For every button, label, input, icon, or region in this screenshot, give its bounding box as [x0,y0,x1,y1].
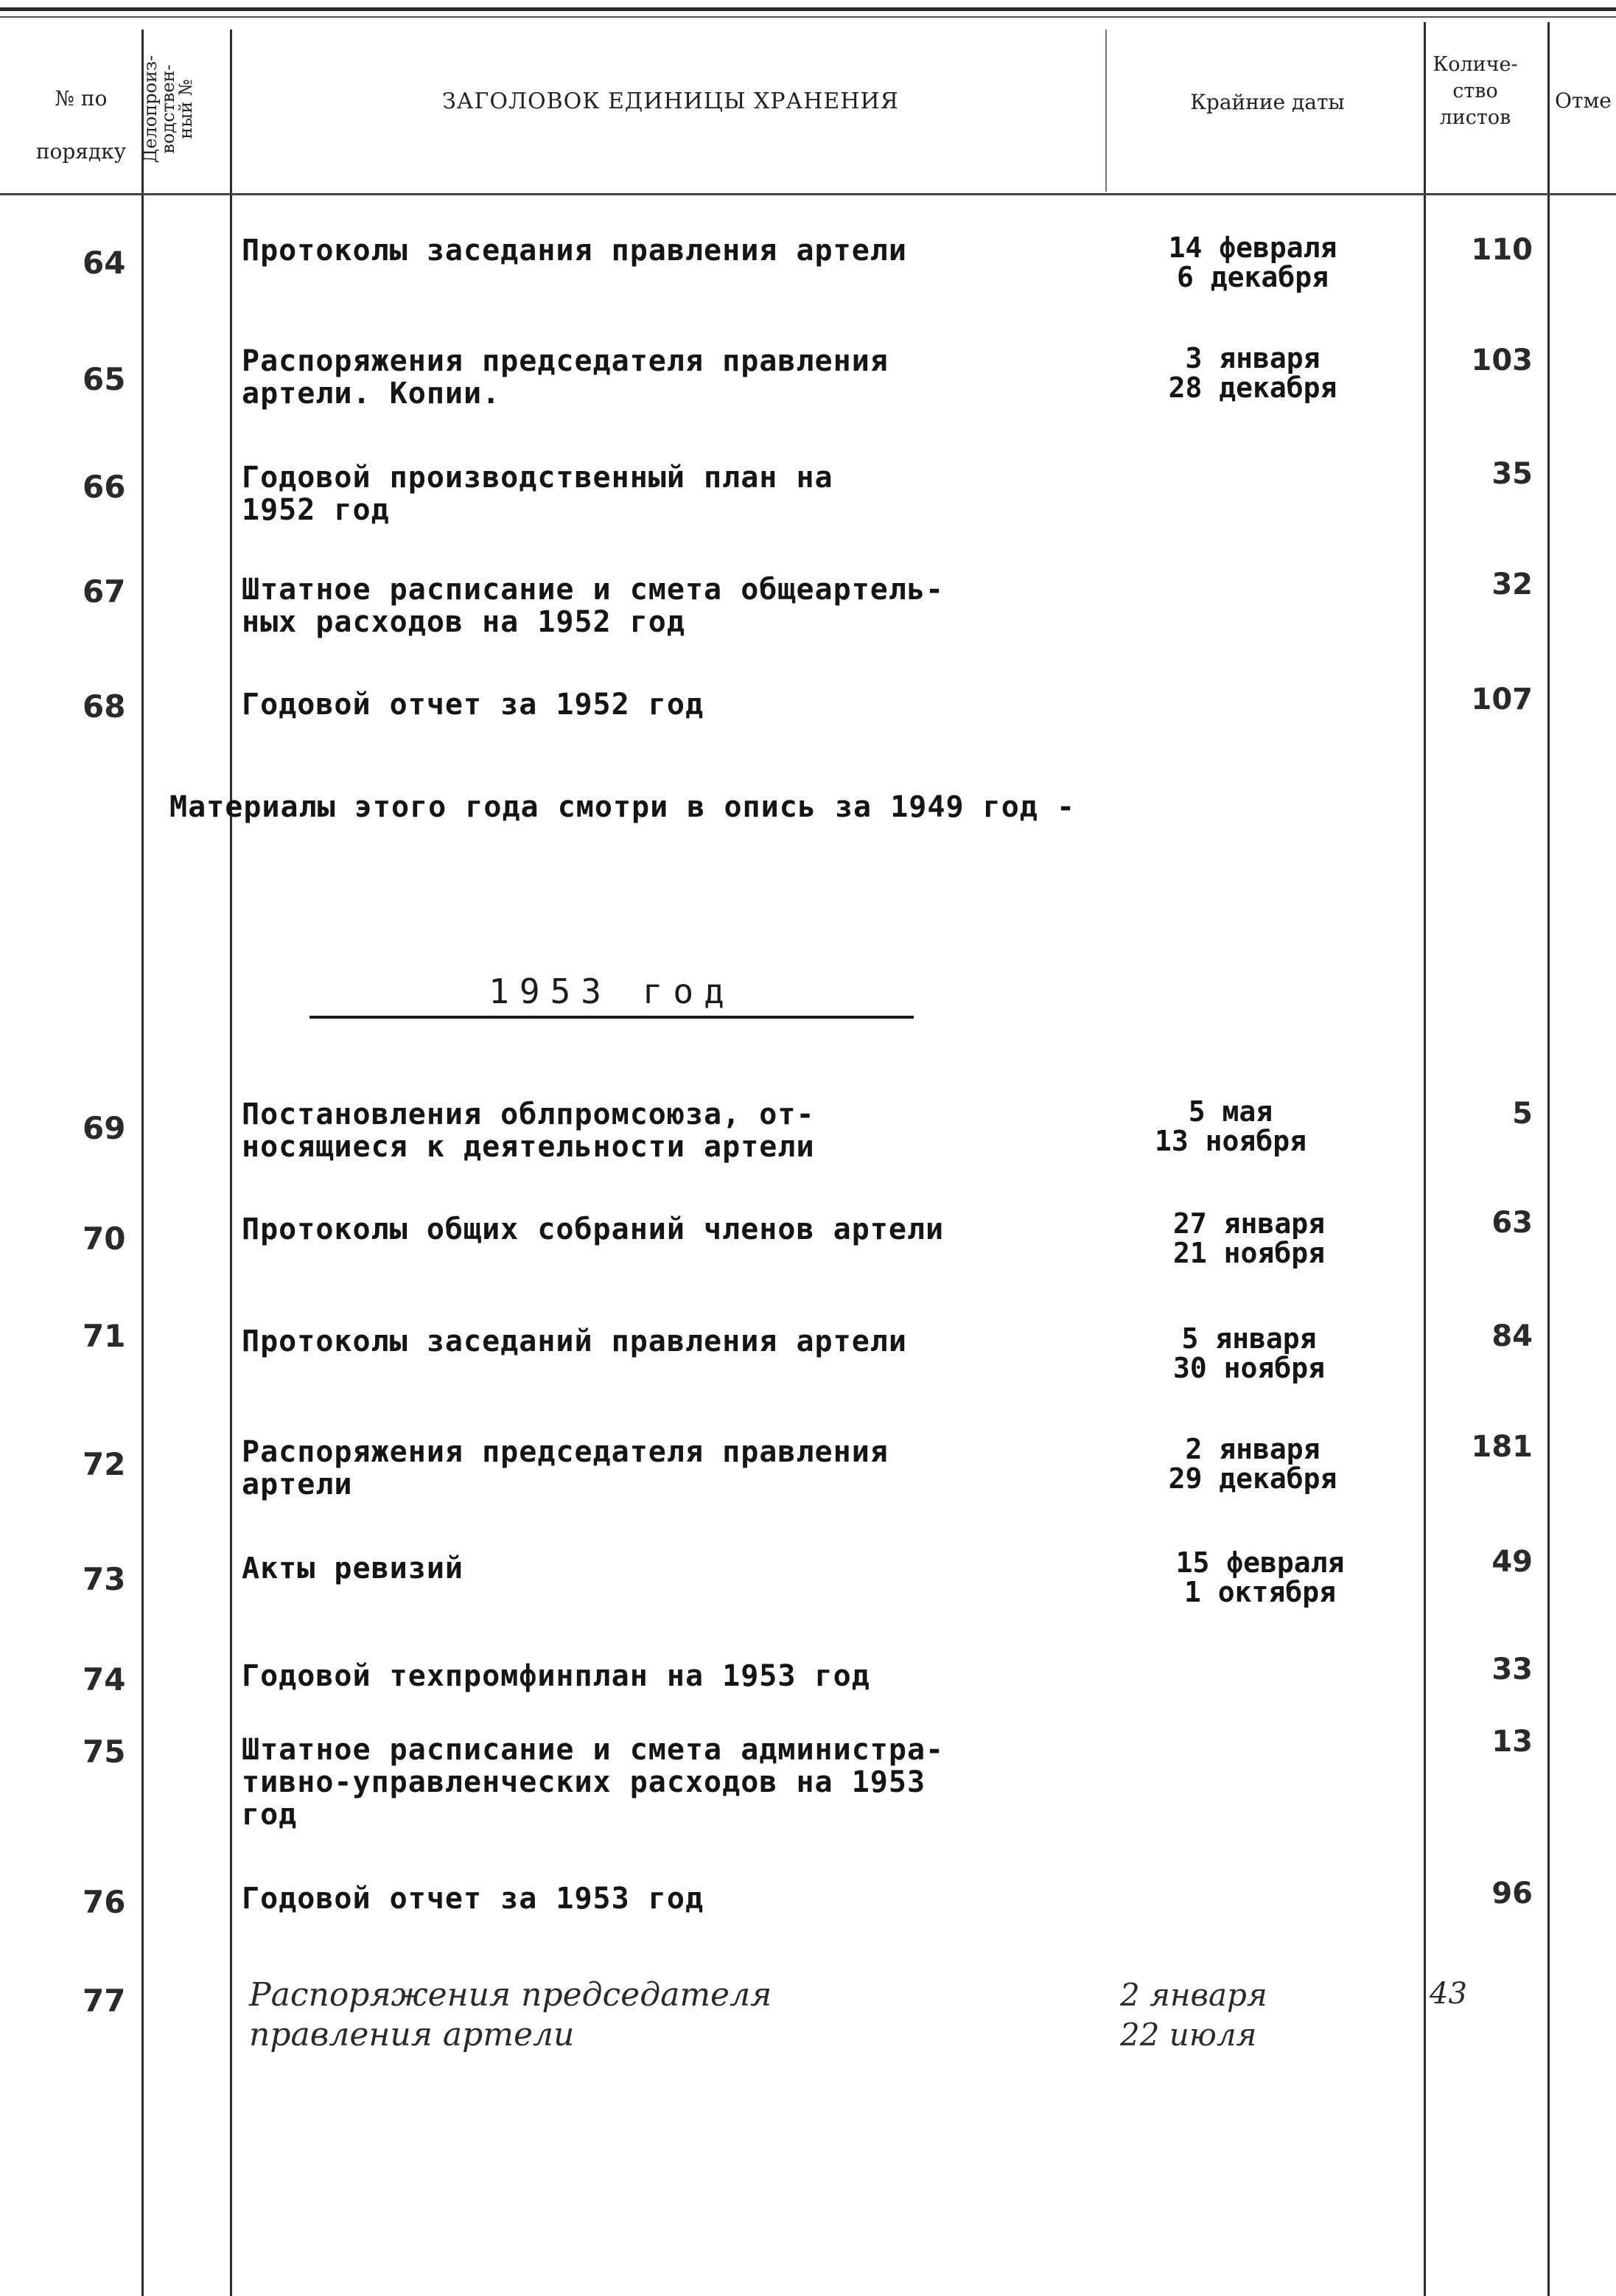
row-dates: 3 января 28 декабря [1168,342,1337,404]
header-rule [0,193,1616,195]
row-count: 49 [1491,1545,1533,1579]
header-number-line2: порядку [35,139,127,164]
cross-reference-note: Материалы этого года смотри в опись за 1949 год - [169,790,1076,824]
header-note: Отме [1555,88,1612,113]
row-title: Распоряжения председателя правления артели [242,1435,889,1501]
row-title: Протоколы заседаний правления артели [242,1325,907,1358]
row-title: Штатное расписание и смета администра- тивно-управленческих расходов на 1953 год [242,1733,945,1832]
row-number: 77 [83,1983,126,2019]
row-count: 13 [1491,1725,1533,1759]
row-title: Распоряжения председателя правления артели. Копии. [242,344,889,411]
header-title: ЗАГОЛОВОК ЕДИНИЦЫ ХРАНЕНИЯ [442,88,899,114]
row-number: 67 [83,573,126,610]
row-dates: 14 февраля 6 декабря [1168,231,1337,293]
row-title: Акты ревизий [242,1552,464,1585]
header-count: Количе- ство листов [1433,53,1518,129]
row-dates: 27 января 21 ноября [1173,1207,1325,1269]
row-count: 32 [1491,568,1533,601]
column-rule-dates [1424,22,1426,2296]
row-title: Постановления облпромсоюза, от- носящиеся к деятельности артели [242,1098,815,1164]
row-number: 75 [83,1734,126,1770]
row-title: Протоколы общих собраний членов артели [242,1212,945,1246]
row-dates-handwritten: 2 января 22 июля [1120,1977,1267,2053]
column-rule-count [1547,22,1550,2296]
row-number: 64 [83,245,126,281]
column-rule-delo [230,29,232,2296]
top-border-thin [0,16,1616,18]
row-number: 74 [83,1661,126,1697]
row-title: Протоколы заседания правления артели [242,234,907,268]
column-rule-number [141,29,144,2296]
row-number: 68 [83,688,126,725]
header-dates: Крайние даты [1190,90,1345,114]
row-number: 69 [83,1110,126,1146]
row-number: 70 [83,1221,126,1257]
row-number: 66 [83,469,126,505]
header-number [22,72,140,178]
row-count: 103 [1471,343,1533,377]
row-number: 76 [83,1884,126,1920]
section-heading-underline [309,1016,914,1019]
row-number: 72 [83,1446,126,1482]
row-title: Штатное расписание и смета общеартель- ных расходов на 1952 год [242,573,945,639]
column-rule-title [1105,29,1107,192]
row-title: Годовой техпромфинплан на 1953 год [242,1659,870,1693]
header-delo [140,35,196,183]
section-heading: 1953 год [489,971,735,1011]
row-count: 5 [1512,1097,1533,1131]
header-number-line1: № по [55,86,108,111]
row-title: Годовой отчет за 1953 год [242,1882,704,1916]
row-count: 107 [1471,683,1533,716]
row-count-handwritten: 43 [1430,1977,1467,2011]
row-dates: 5 мая 13 ноября [1155,1095,1307,1157]
row-count: 33 [1491,1653,1533,1686]
row-dates: 2 января 29 декабря [1168,1433,1337,1495]
header-delo-label: Делопроиз- водствен- ный № [140,55,196,164]
row-dates: 15 февраля 1 октября [1175,1546,1345,1608]
row-title: Годовой отчет за 1952 год [242,688,704,722]
row-number: 73 [83,1561,126,1597]
row-count: 84 [1491,1319,1533,1353]
row-count: 35 [1491,457,1533,491]
row-count: 110 [1471,233,1533,267]
row-number: 71 [83,1318,126,1354]
row-title-handwritten: Распоряжения председателя правления артели [249,1976,772,2054]
row-count: 63 [1491,1206,1533,1240]
top-border [0,7,1616,11]
row-number: 65 [83,361,126,397]
row-title: Годовой производственный план на 1952 год [242,461,833,527]
row-count: 181 [1471,1430,1533,1464]
row-dates: 5 января 30 ноября [1173,1322,1325,1384]
row-count: 96 [1491,1877,1533,1911]
